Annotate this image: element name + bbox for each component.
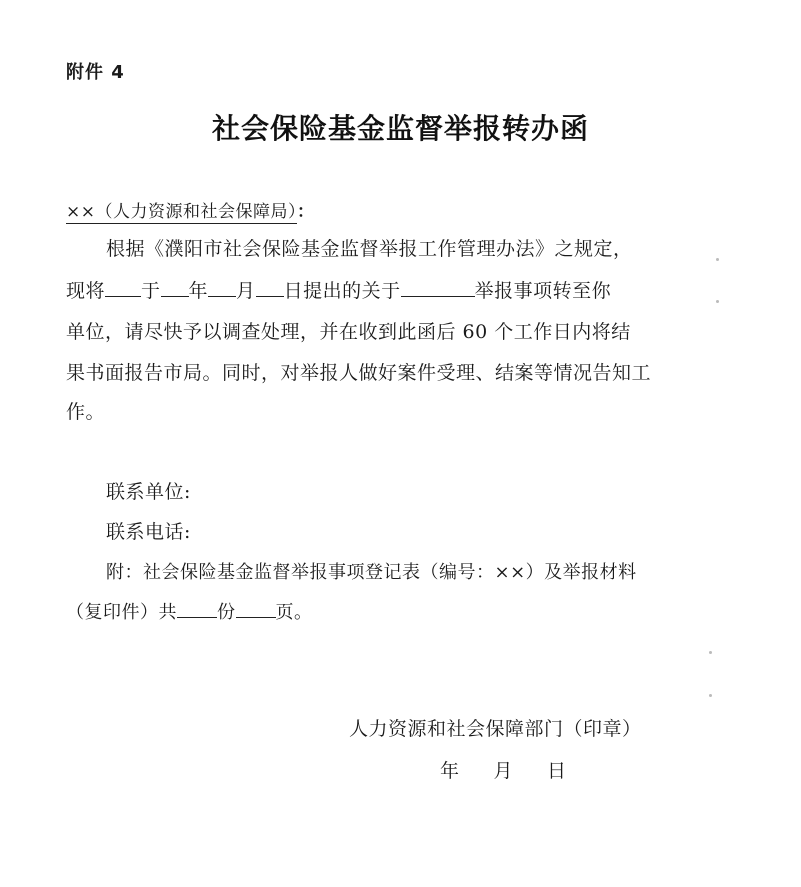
line2-after-day: 日提出的关于 (283, 280, 401, 302)
signature-date (440, 756, 601, 783)
blank-subject (401, 282, 475, 297)
attachment-note-line-1: 附：社会保险基金监督举报事项登记表（编号：××）及举报材料 (106, 562, 637, 583)
attachment-note-line-2 (66, 598, 313, 624)
body-paragraph-line-4: 果书面报告市局。同时，对举报人做好案件受理、结案等情况告知工 (66, 362, 652, 384)
note2-prefix: （复印件）共 (66, 602, 177, 623)
date-day: 日 (547, 760, 567, 782)
scan-speck (709, 651, 712, 654)
document-title: 社会保险基金监督举报转办函 (211, 112, 589, 145)
blank-month (208, 282, 236, 297)
scan-speck (716, 300, 719, 303)
line2-year-label: 于 (141, 280, 161, 302)
contact-phone-label: 联系电话: (106, 521, 191, 543)
body-paragraph-line-3: 单位，请尽快予以调查处理，并在收到此函后 60 个工作日内将结 (66, 321, 631, 343)
note2-suffix: 页。 (275, 602, 313, 623)
recipient-colon: ： (297, 202, 315, 222)
line2-prefix: 现将 (66, 280, 106, 302)
contact-unit-label: 联系单位: (106, 481, 191, 503)
signature-org: 人力资源和社会保障部门（印章） (349, 718, 642, 740)
recipient-line (66, 197, 315, 222)
blank-day (256, 282, 284, 297)
body-paragraph-line-2 (66, 276, 611, 303)
note2-mid: 份 (217, 602, 236, 623)
attachment-label: 附件 4 (66, 62, 125, 83)
blank-year (161, 282, 189, 297)
date-year: 年 (440, 760, 460, 782)
body-paragraph-line-5: 作。 (66, 401, 106, 423)
body-paragraph-line-1: 根据《濮阳市社会保险基金监督举报工作管理办法》之规定， (106, 238, 633, 260)
recipient-name: ××（人力资源和社会保障局） (66, 202, 297, 222)
scan-speck (716, 258, 719, 261)
line2-suffix: 举报事项转至你 (474, 280, 612, 302)
blank-submitter (105, 282, 141, 297)
date-month: 月 (493, 760, 514, 782)
blank-copies (177, 603, 217, 618)
blank-pages (236, 603, 276, 618)
line2-month-label: 年 (188, 280, 209, 302)
line2-day-label: 月 (236, 280, 256, 302)
scan-speck (709, 694, 712, 697)
